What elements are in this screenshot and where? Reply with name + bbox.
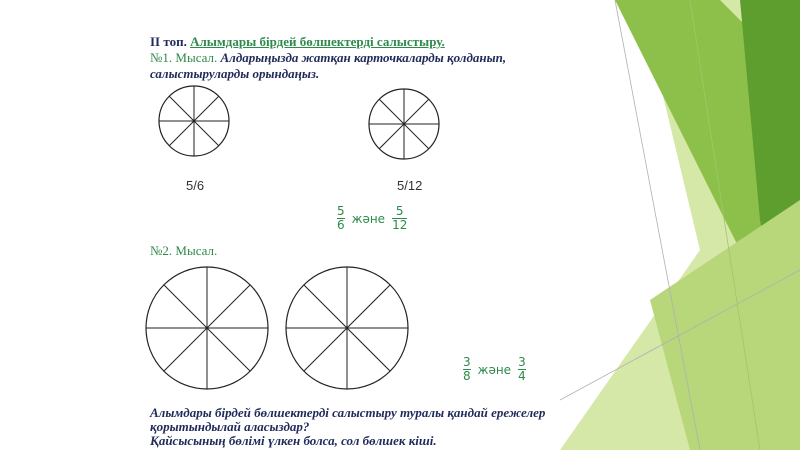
fraction-b-numerator: 5	[395, 204, 404, 218]
circle-example1-a	[159, 86, 229, 156]
fraction-a-denominator: 8	[463, 369, 471, 383]
circle-example2-a	[146, 267, 268, 389]
fraction-a-denominator: 6	[337, 218, 345, 232]
topic-title: Алымдары бірдей бөлшектерді салыстыру.	[190, 34, 445, 49]
fraction-b-denominator: 4	[518, 369, 526, 383]
fraction-a	[337, 205, 345, 232]
question-line-2: қорытындылай аласыздар?	[150, 419, 310, 434]
example1-number: №1. Мысал.	[150, 50, 218, 65]
comparison-connector: және	[351, 211, 386, 226]
circle-example2-b	[286, 267, 408, 389]
comparison-2	[459, 356, 530, 383]
fraction-b	[518, 356, 526, 383]
fraction-b	[392, 205, 407, 232]
circle-example1-b	[369, 89, 439, 159]
example1-instruction-2: салыстыруларды орындаңыз.	[150, 66, 320, 81]
fraction-a	[463, 356, 471, 383]
fraction-b-numerator: 3	[518, 355, 526, 369]
comparison-connector: және	[477, 362, 512, 377]
example1-instruction-1: Алдарыңызда жатқан карточкаларды қолданып,	[220, 50, 507, 65]
comparison-1	[333, 205, 411, 232]
answer-text: Қайсысының бөлімі үлкен болса, сол бөлшек кіші.	[150, 433, 437, 448]
question-line-1: Алымдары бірдей бөлшектерді салыстыру туралы қандай ережелер	[150, 405, 546, 420]
group-label: II топ.	[150, 34, 187, 49]
example2-heading: №2. Мысал.	[150, 243, 218, 258]
fraction-a-numerator: 3	[463, 355, 471, 369]
circle-label-2: 5/12	[397, 178, 423, 193]
circle-label-1: 5/6	[186, 178, 205, 193]
fraction-a-numerator: 5	[337, 204, 345, 218]
fraction-b-denominator: 12	[392, 218, 408, 232]
